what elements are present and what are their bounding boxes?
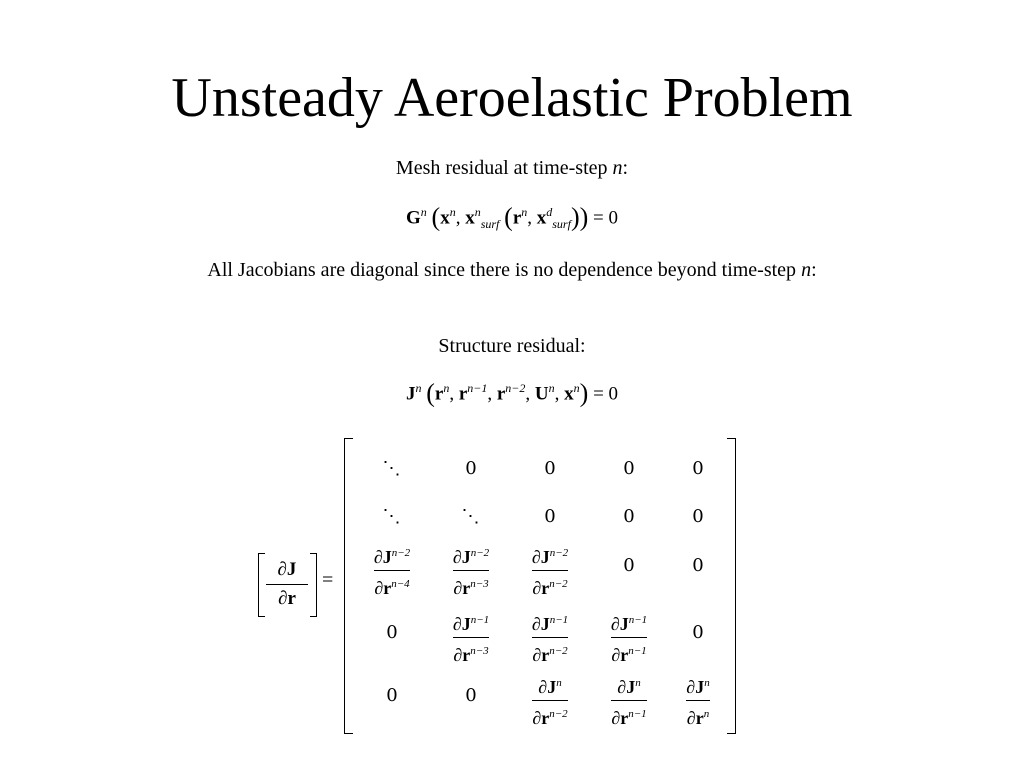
fraction-numerator: $\partial J^{n-1}$ [610, 614, 648, 634]
partial-derivative-fraction [611, 672, 646, 729]
matrix-cell-r1-c4: 0 [623, 458, 635, 479]
matrix-cell-r2-c2 [435, 506, 507, 527]
mesh-caption-variable: n [612, 157, 623, 179]
matrix-cell-r4-c1: 0 [386, 622, 398, 643]
structure-residual-caption: Structure residual: [438, 335, 586, 357]
jacobian-caption-text: All Jacobians are diagonal since there is no dependence beyond time-step [207, 259, 802, 281]
matrix-cell-r2-c3: 0 [544, 506, 556, 527]
matrix-cell-r4-c2 [435, 609, 507, 666]
partial-derivative-fraction [611, 609, 647, 666]
fraction-denominator: $\partial r^{n-2}$ [532, 578, 568, 598]
fraction-bar [611, 700, 646, 701]
matrix-cell-r1-c3: 0 [544, 458, 556, 479]
fraction-denominator: $\partial r^n$ [686, 708, 710, 728]
matrix-cell-r5-c4 [593, 672, 665, 729]
matrix-cell-r5-c2: 0 [465, 685, 477, 706]
fraction-numerator: $\partial J^{n-2}$ [531, 547, 569, 567]
fraction-numerator: $\partial J^n$ [686, 677, 710, 697]
fraction-denominator: $\partial r^{n-2}$ [532, 645, 568, 665]
partial-derivative-fraction [453, 609, 489, 666]
matrix-cell-r3-c4: 0 [623, 555, 635, 576]
matrix-cell-r2-c1 [356, 506, 428, 527]
jacobian-caption-colon: : [811, 259, 817, 281]
matrix-cell-r3-c2 [435, 542, 507, 599]
fraction-numerator: $\partial J^{n-1}$ [531, 614, 569, 634]
partial-derivative-fraction [532, 609, 568, 666]
matrix-cell-r1-c1 [356, 458, 428, 479]
partial-derivative-fraction [374, 542, 410, 599]
fraction-bar [453, 570, 489, 571]
fraction-bar [532, 700, 567, 701]
jacobian-lhs [256, 553, 336, 617]
structure-residual-equation: $J^n$ ($r^n$, $r^{n-1}$, $r^{n-2}$, $U^n$, $x^n) = 0$ [405, 378, 619, 408]
fraction-denominator: $\partial r^{n-3}$ [453, 645, 489, 665]
matrix-cell-r5-c3 [514, 672, 586, 729]
fraction-bar [686, 700, 709, 701]
fraction-numerator: $\partial J^{n-1}$ [452, 614, 490, 634]
partial-derivative-fraction [532, 542, 568, 599]
lhs-numerator: ∂J [277, 559, 297, 580]
matrix-cell-r3-c3 [514, 542, 586, 599]
fraction-bar [374, 570, 410, 571]
slide-title: Unsteady Aeroelastic Problem [171, 67, 853, 129]
matrix-cell-r1-c2: 0 [465, 458, 477, 479]
diagonal-dots: ⋱ [382, 506, 402, 527]
fraction-numerator: $\partial J^n$ [538, 677, 562, 697]
fraction-denominator: $\partial r^{n-4}$ [374, 578, 410, 598]
fraction-numerator: $\partial J^n$ [617, 677, 641, 697]
fraction-denominator: $\partial r^{n-1}$ [611, 708, 647, 728]
partial-derivative-fraction [453, 542, 489, 599]
matrix-cell-r4-c5: 0 [692, 622, 704, 643]
matrix-left-bracket [344, 438, 353, 734]
lhs-denominator: ∂r [278, 588, 296, 609]
fraction-numerator: $\partial J^{n-2}$ [452, 547, 490, 567]
fraction-bar [532, 570, 568, 571]
mesh-residual-equation: $G^n$ ($x^n$, $x^n_{surf}$ ($r^n$, $x^d_{surf})) = 0$ [406, 202, 618, 232]
matrix-cell-r3-c5: 0 [692, 555, 704, 576]
jacobians-diagonal-caption [0, 257, 1024, 283]
fraction-numerator: $\partial J^{n-2}$ [373, 547, 411, 567]
lhs-left-bracket [258, 553, 265, 617]
fraction-denominator: $\partial r^{n-2}$ [532, 708, 568, 728]
matrix-cell-r5-c1: 0 [386, 685, 398, 706]
fraction-bar [453, 637, 489, 638]
fraction-bar [532, 637, 568, 638]
matrix-cell-r4-c4 [593, 609, 665, 666]
mesh-caption-text: Mesh residual at time-step [395, 157, 613, 179]
matrix-cell-r2-c5: 0 [692, 506, 704, 527]
jacobian-caption-variable: n [801, 259, 812, 281]
diagonal-dots: ⋱ [382, 458, 402, 479]
matrix-cell-r5-c5 [662, 672, 734, 729]
matrix-cell-r4-c3 [514, 609, 586, 666]
equals-sign: = [322, 569, 334, 591]
lhs-right-bracket [310, 553, 317, 617]
fraction-denominator: $\partial r^{n-3}$ [453, 578, 489, 598]
mesh-residual-caption [0, 155, 1024, 181]
lhs-fraction [266, 557, 308, 612]
matrix-cell-r1-c5: 0 [692, 458, 704, 479]
partial-derivative-fraction [532, 672, 567, 729]
mesh-caption-colon: : [622, 157, 629, 179]
fraction-bar [611, 637, 647, 638]
matrix-cell-r3-c1 [356, 542, 428, 599]
partial-derivative-fraction [686, 672, 709, 729]
lhs-fraction-bar [266, 584, 308, 585]
diagonal-dots: ⋱ [461, 506, 481, 527]
matrix-cell-r2-c4: 0 [623, 506, 635, 527]
fraction-denominator: $\partial r^{n-1}$ [611, 645, 647, 665]
